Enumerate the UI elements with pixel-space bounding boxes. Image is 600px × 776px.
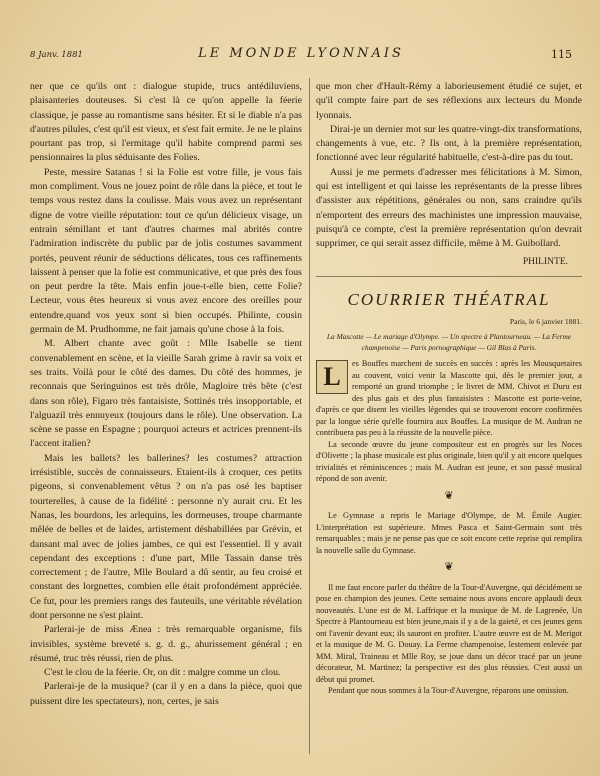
left-paragraph-4: Mais les ballets? les ballerines? les costumes? attraction irrésistible, succès de connaisseurs. Etaient-ils à croquer, ces petits pigeons, si convenablement vêtus ? on n'a pas osé les baptiser tourterelles, à cause de la fidélité : personne n'y aurait cru. Et les Nanas, les bourdons, les arlequins, les dormeuses, troupe charmante mêlée de belles et de laides, artistement déshabillées par Grévin, et dansant mal avec de jolies jambes, ce qui est l'essentiel. Il y avait cependant des exceptions : d'une part, Mlle Tassain danse très correctement ; de l'autre, Mlle Boulard a dû sentir, au feu croisé et constant des lorgnettes, combien elle était profondément appréciée. Ce fut, pour les premiers rangs des fauteuils, une véritable révélation dont personne ne s'est plaint. [30, 452, 302, 621]
theatre-paragraph-1-text: es Bouffes marchent de succès en succès : après les Mousquetaires au couvent, voici venir la Mascotte qui, dès le premier jour, a remporté un grand triomphe ; le livret de MM. Chivot et Duru est des plus gais et des plus fantaisistes : Mascotte est porte-veine, d'après ce que disent les vieilles légendes qui se trouveront encore confirmées par la longue série qu'elle fournira aux Bouffes. La musique de M. Audran ne contribuera pas peu à la réussite de la nouvelle pièce. [316, 359, 582, 438]
right-paragraph-2: Dirai-je un dernier mot sur les quatre-vingt-dix transformations, changements à vue, etc. ? Ils ont, à la première représentation, fonctionné avec leur régularité habituelle, c'est-à-dire pas du tout. [316, 123, 582, 164]
theatre-paragraph-4: Il me faut encore parler du théâtre de la Tour-d'Auvergne, qui décidément se pose en champion des jeunes. Cette semaine nous avons encore applaudi deux nouveautés. L'une est de M. Laffrique et la musique de M. de Lagrenée, Un Spectre à Plantourneau est bien jeune,mais il y a de la gaieté, et ces jeunes gens ont l'avenir devant eux; ils sauront en profiter. L'autre œuvre est de M. Merigot et la musique de M. G. Douay. La Ferme champenoise, lestement enlevée par MM. Miral, Traineau et Mlle Roy, se joue dans un décor tracé par un jeune décorateur, M. Martinez; la perspective est des plus réussies. C'est aussi un début qui promet. [316, 582, 582, 684]
theatre-paragraph-3: Le Gymnase a repris le Mariage d'Olympe, de M. Émile Augier. L'interprétation est supérieure. Mmes Pasca et Saint-Germain sont très remarquables ; mais je ne pense pas que ce soit encore cette reprise qui remplira la nouvelle salle du Gymnase. [316, 511, 582, 555]
left-paragraph-3: M. Albert chante avec goût : Mlle Isabelle se tient convenablement en scène, et la vieille Sarah grime à ravir sa voix et ses traits. Voilà pour le côté des dames. Du côté des hommes, je reconnais que Seringuinos est très drôle, Magloire très bête (c'est dans son rôle), Figaro très fantaisiste, Sottinés très insopportable, et l'alguazil très ennuyeux (toujours dans le rôle). Une observation. La scène se passe en Espagne ; pourquoi acteurs et actrices prennent-ils l'accent italien? [30, 338, 302, 450]
flourish-ornament-2: ❦ [444, 561, 454, 574]
theatre-paragraph-1 [316, 358, 582, 439]
column-divider [309, 78, 310, 754]
section-rule [316, 276, 582, 277]
section-title: COURRIER THÉATRAL [347, 289, 551, 309]
drop-cap: L [316, 360, 348, 394]
left-column [30, 80, 302, 756]
signature: PHILINTE. [522, 256, 568, 267]
dateline: Paris, le 6 janvier 1881. [509, 317, 582, 327]
right-column [316, 80, 582, 756]
section-contents: La Mascotte — Le mariage d'Olympe. — Un spectre à Plantourneau. — La Ferme champenoise — Paris pornographique — Gil Blas à Paris. [326, 332, 572, 352]
left-paragraph-1: ner que ce qu'ils ont : dialogue stupide, trucs antédiluviens, plaisanteries douteuses. Si c'est là ce qu'on appelle la féerie classique, je passe au romantisme sans hésiter. Et si le diable n'a pas d'autres pilules, c'est qu'il est vieux, et s'est fait ermite. Je ne le plains pourtant pas trop, si l'ermitage qu'il habite comprend parmi ses pensionnaires la plus séduisante des Folies. [30, 81, 302, 164]
left-paragraph-6: C'est le clou de la féerie. Or, on dit : malgre comme un clou. [44, 667, 281, 679]
left-paragraph-7: Parlerai-je de la musique? (car il y en a dans la pièce, quoi que puissent dire les spectateurs), non, certes, je sais [30, 681, 302, 707]
page-header [30, 46, 572, 64]
theatre-paragraph-5: Pendant que nous sommes à la Tour-d'Auvergne, réparons une omission. [328, 686, 569, 696]
masthead-title: LE MONDE LYONNAIS [198, 46, 404, 61]
theatre-paragraph-2: La seconde œuvre du jeune compositeur est en progrès sur les Noces d'Olivette ; la phase musicale est plus originale, bien qu'il y ait encore quelques trivialités et réminiscences ; mais M. Audran est jeune, et son passé musical répond de son avenir. [316, 439, 582, 484]
issue-date: 8 Janv. 1881 [30, 50, 83, 60]
right-paragraph-3: Aussi je me permets d'adresser mes félicitations à M. Simon, qui est intelligent et qui laisse les représentants de la presse libres d'assister aux répétitions, générales ou non, sans craindre qu'ils n'emportent des erreurs des machinistes une impression mauvaise, puisqu'à ce compte, c'est la première représentation qu'on devrait supprimer, ce qui serait assez difficile, même à M. Guibollard. [316, 166, 582, 250]
theatre-column [316, 358, 582, 697]
flourish-ornament: ❦ [444, 489, 454, 502]
page-number: 115 [551, 48, 572, 61]
right-paragraph-1: que mon cher d'Hault-Rémy a laborieusement étudié ce sujet, et qu'il compte faire part de ses réflexions aux lecteurs du Monde lyonnais. [316, 81, 582, 121]
left-paragraph-5: Parlerai-je de miss Æneа : très remarquable organisme, fils invisibles, système breveté s. g. d. g., ahurissement général ; en résumé, truc très réussi, rien de plus. [30, 624, 302, 664]
left-paragraph-2: Peste, messire Satanas ! si la Folie est votre fille, je vous fais mon compliment. Vous ne jouez point de rôle dans la pièce, et tout le temps vous restez dans la coulisse. Mais vous avez un représentant digne de votre vieille réputation: tout ce qu'un délicieux visage, un entrain sémillant et tant d'autres charmes mal abrités contre l'admiration indiscrète du public par de jolis costumes savamment portés, peuvent réunir de séductions délicates, tous ces raffinements laissent à penser que la folie est communicative, et que près des fous on peut perdre la tête. Mais enfin joue-t-elle bien, cette Folie? Lecteur, vous êtes heureux si vous avez encore des oreilles pour entendre,quand vos yeux sont si bien occupés. Philinte, cousin germain de M. Prudhomme, ne fait jamais qu'une chose à la fois. [30, 166, 302, 336]
